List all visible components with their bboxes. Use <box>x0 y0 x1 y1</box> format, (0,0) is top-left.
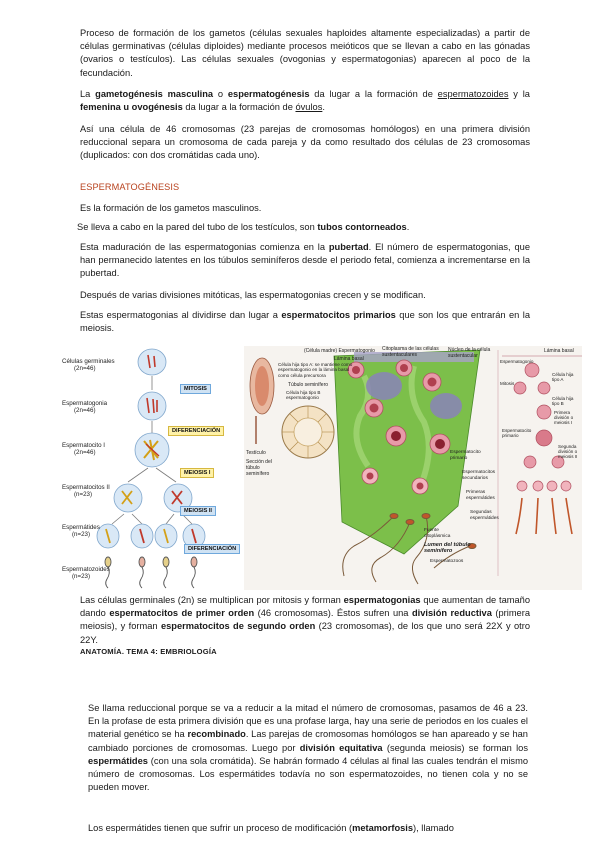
section-title: ESPERMATOGÉNESIS <box>80 182 180 192</box>
differentiation-tag-1: DIFERENCIACIÓN <box>168 426 224 436</box>
stage-label-1: Células germinales (2n=46) <box>62 358 115 373</box>
label-basal-lamina-right: Lámina basal <box>544 348 574 354</box>
label-stem-cell: (Célula madre) Espermatogonio <box>304 348 375 354</box>
label-daughter-a: Célula hija tipo A: se mantiene como espermatogonio en la lámina basal como célula precursora <box>278 362 353 378</box>
label-basal-lamina-top: Lámina basal <box>334 356 364 362</box>
stage-label-2: Espermatogonia (2n=46) <box>62 400 108 415</box>
reductional-paragraph: Se llama reduccional porque se va a reducir a la mitad el número de cromosomas, pasamos de 46 a 23. En la profase de esta primera división que es una profase larga, hay una serie de periodos en los cuales el material genético se ha recombinado. Las parejas de cromosomas homólogos se han apareado y se han cambiado porciones de cromosomas. Luego por división equitativa (segunda meiosis) se forman los espermátides (con una sola cromátida). Se habrán formado 4 células al final las cuales tendrán el mismo número de cromosomas. Los espermátides todavía no son espermatozoides, no tienen cola y no se pueden mover. <box>88 703 528 793</box>
right-label-second-division: Segunda división o meiosis II <box>558 444 578 460</box>
label-second-spermatids: Segundas espermátides <box>470 510 499 521</box>
label-spermatozoa: Espermatozoos <box>430 559 464 564</box>
primary-spermatocyte-paragraph: Estas espermatogonias al dividirse dan lugar a espermatocitos primarios que son los que entrarán en la meiosis. <box>80 310 531 334</box>
differentiation-tag-2: DIFERENCIACIÓN <box>184 544 240 554</box>
spermatogenesis-stages-diagram <box>62 346 244 590</box>
secondary-spermatocyte-1 <box>114 484 142 512</box>
label-secondary-spermatocytes: Espermatocitos secundarios <box>462 470 496 481</box>
label-nucleus: Núcleo de la célula sustentacular <box>448 347 491 359</box>
label-first-spermatids: Primeras espermátides <box>466 490 495 501</box>
right-label-primary-spermatocyte: Espermatocito primario <box>502 428 532 439</box>
spermatozoa <box>105 557 197 588</box>
label-cytoplasm: Citoplasma de las células sustentaculares <box>382 346 439 358</box>
right-label-daughter-b: Célula hija tipo B <box>552 396 574 407</box>
right-label-mitosis: Mitosis <box>500 381 515 386</box>
location-line: Se lleva a cabo en la pared del tubo de los testículos, son tubos contorneados. <box>77 222 410 232</box>
label-tubule: Túbulo seminífero <box>288 382 329 388</box>
germ-cell-paragraph: Las células germinales (2n) se multiplican por mitosis y forman espermatogonias que aumentan de tamaño dando espermatocitos de primer orden (46 cromosomas). Éstos sufren una división reductiva (primera meiosis), y forman espermatocitos de segundo orden (23 cromosomas), de los que uno será 22X y otro 22Y. <box>80 595 530 645</box>
right-label-spermatogonium: Espermatogonio <box>500 359 534 364</box>
puberty-paragraph: Esta maduración de las espermatogonias comienza en la pubertad. El número de espermatogonias, que han permanecido latentes en los túbulos seminíferos desde el periodo fetal, comienza a incrementarse en la pubertad. <box>80 242 530 279</box>
intro-paragraph: Proceso de formación de los gametos (células sexuales haploides altamente especializadas) a partir de células germinativas (células diploides) mediante procesos meióticos que se llevan a cabo en las gónadas (ovarios o testículos). Las células sexuales (ovogonias y espermatogonias) aparecen al poco de la fecundación. <box>80 28 530 78</box>
meiosis-2-tag: MEIOSIS II <box>180 506 216 516</box>
spermatogonium-cell <box>138 392 166 420</box>
gametogenesis-paragraph: La gametogénesis masculina o espermatogénesis da lugar a la formación de espermatozoides y la femenina u ovogénesis da lugar a la formación de óvulos. <box>80 89 530 113</box>
tubule-cross-section <box>282 406 334 458</box>
stage-label-3: Espermatocito I (2n=46) <box>62 442 105 457</box>
label-cytoplasmic-source: Fuente citoplásmica <box>424 528 451 539</box>
primary-spermatocyte-cell <box>135 433 169 467</box>
metamorphosis-line: Los espermátides tienen que sufrir un proceso de modificación (metamorfosis), llamado <box>88 823 454 833</box>
label-testis: Testículo <box>246 450 266 456</box>
reduction-paragraph: Así una célula de 46 cromosomas (23 parejas de cromosomas homólogos) en una primera división reduccional separa un cromosoma de cada pareja y da como resultado dos células de 23 cromosomas (duplicados: con dos cromátidas cada uno). <box>80 124 530 161</box>
page-footer: ANATOMÍA. TEMA 4: EMBRIOLOGÍA <box>80 647 217 656</box>
definition-line: Es la formación de los gametos masculinos. <box>80 203 262 213</box>
testis-illustration <box>250 358 274 444</box>
meiosis-1-tag: MEIOSIS I <box>180 468 214 478</box>
label-primary-spermatocyte: Espermatocito primario <box>450 450 481 461</box>
right-label-first-division: Primera división o meiosis I <box>554 410 574 426</box>
label-daughter-b: Célula hija tipo B espermatogonio <box>286 390 321 401</box>
stage-label-5: Espermátides (n=23) <box>62 524 100 539</box>
label-section: Sección del túbulo seminífero <box>246 459 272 477</box>
mitosis-line: Después de varias divisiones mitóticas, las espermatogonias crecen y se modifican. <box>80 290 426 300</box>
right-label-daughter-a: Célula hija tipo A <box>552 372 574 383</box>
mitosis-tag: MITOSIS <box>180 384 211 394</box>
label-lumen: Lumen del túbulo seminífero <box>424 542 471 555</box>
stage-label-6: Espermatozoides (n=23) <box>62 566 110 581</box>
germ-cell <box>138 349 166 375</box>
seminiferous-tubule-diagram <box>244 346 582 590</box>
stage-label-4: Espermatocitos II (n=23) <box>62 484 110 499</box>
